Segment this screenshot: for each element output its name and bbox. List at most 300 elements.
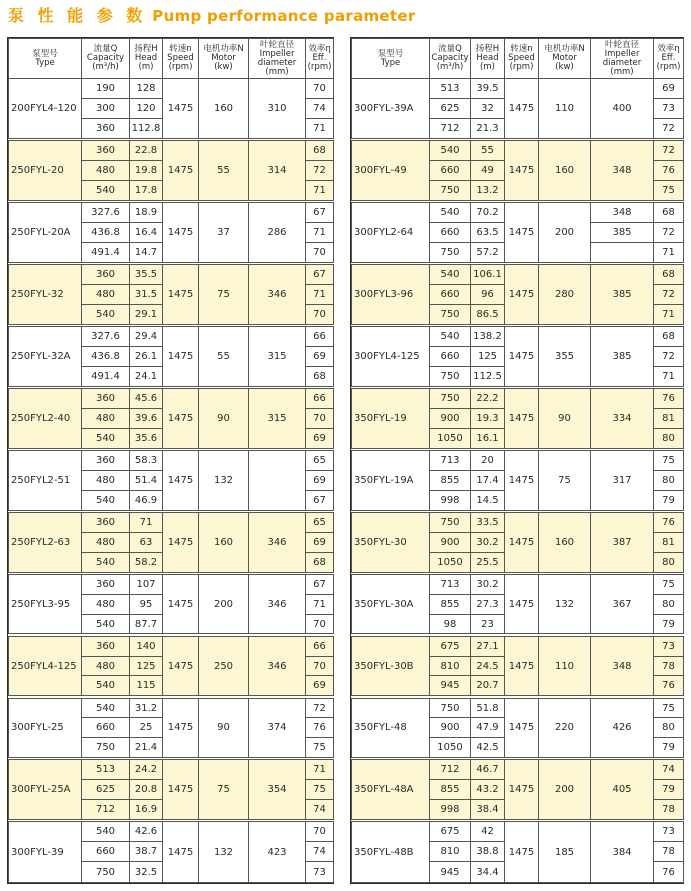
table-row xyxy=(9,140,334,160)
capacity-cell: 360 xyxy=(82,388,130,408)
header-head-line: 扬程H xyxy=(134,44,158,54)
efficiency-cell: 75 xyxy=(654,180,684,200)
header-motor-line: Motor xyxy=(211,53,236,63)
header-motor-line: (kw) xyxy=(214,62,233,72)
speed-cell: 1475 xyxy=(505,388,539,448)
efficiency-cell: 72 xyxy=(654,284,684,304)
capacity-cell: 660 xyxy=(430,284,471,304)
header-type xyxy=(352,39,430,79)
head-cell: 16.1 xyxy=(471,428,505,448)
efficiency-cell: 79 xyxy=(654,780,684,800)
efficiency-cell: 75 xyxy=(306,780,334,800)
efficiency-cell: 76 xyxy=(654,862,684,883)
table-row xyxy=(352,822,684,842)
efficiency-cell: 76 xyxy=(654,512,684,532)
speed-cell: 1475 xyxy=(163,760,199,820)
table-header-row xyxy=(9,39,334,79)
head-cell: 46.7 xyxy=(471,760,505,780)
motor-cell: 110 xyxy=(539,79,591,139)
pump-type-cell: 350FYL-30 xyxy=(352,512,430,572)
pump-type-cell: 300FYL-25 xyxy=(9,698,82,758)
head-cell: 24.1 xyxy=(130,366,163,386)
head-cell: 32.5 xyxy=(130,862,163,883)
head-cell: 17.8 xyxy=(130,180,163,200)
efficiency-cell: 69 xyxy=(306,676,334,696)
efficiency-cell: 66 xyxy=(306,326,334,346)
head-cell: 14.5 xyxy=(471,490,505,510)
head-cell: 106.1 xyxy=(471,264,505,284)
impeller-cell: 346 xyxy=(249,574,306,634)
capacity-cell: 810 xyxy=(430,656,471,676)
capacity-cell: 480 xyxy=(82,594,130,614)
capacity-cell: 327.6 xyxy=(82,202,130,222)
efficiency-cell: 68 xyxy=(654,202,684,222)
right-performance-panel xyxy=(350,37,684,884)
motor-cell: 132 xyxy=(539,574,591,634)
motor-cell: 250 xyxy=(199,636,249,696)
header-head xyxy=(130,39,163,79)
efficiency-cell: 68 xyxy=(654,264,684,284)
capacity-cell: 1050 xyxy=(430,552,471,572)
head-cell: 13.2 xyxy=(471,180,505,200)
capacity-cell: 660 xyxy=(82,718,130,738)
impeller-cell: 426 xyxy=(591,698,654,758)
head-cell: 55 xyxy=(471,140,505,160)
head-cell: 27.3 xyxy=(471,594,505,614)
head-cell: 21.3 xyxy=(471,118,505,138)
efficiency-cell: 74 xyxy=(654,760,684,780)
head-cell: 58.2 xyxy=(130,552,163,572)
header-speed-line: Speed xyxy=(508,53,535,63)
capacity-cell: 540 xyxy=(82,822,130,842)
header-efficiency xyxy=(306,39,334,79)
capacity-cell: 540 xyxy=(82,428,130,448)
efficiency-cell: 72 xyxy=(306,160,334,180)
table-row xyxy=(9,202,334,222)
head-cell: 112.5 xyxy=(471,366,505,386)
speed-cell: 1475 xyxy=(163,512,199,572)
capacity-cell: 712 xyxy=(430,760,471,780)
efficiency-cell: 71 xyxy=(306,180,334,200)
pump-type-cell: 250FYL-20 xyxy=(9,140,82,200)
efficiency-cell: 71 xyxy=(306,118,334,138)
capacity-cell: 540 xyxy=(82,304,130,324)
efficiency-cell: 70 xyxy=(306,79,334,99)
table-row xyxy=(352,388,684,408)
table-row xyxy=(352,636,684,656)
pump-type-cell: 250FYL-20A xyxy=(9,202,82,262)
capacity-cell: 540 xyxy=(82,676,130,696)
head-cell: 20.7 xyxy=(471,676,505,696)
capacity-cell: 540 xyxy=(82,552,130,572)
speed-cell: 1475 xyxy=(163,326,199,386)
head-cell: 42.6 xyxy=(130,822,163,842)
impeller-cell: 385 xyxy=(591,264,654,324)
header-head-line: Head xyxy=(476,53,499,63)
impeller-cell: 405 xyxy=(591,760,654,820)
motor-cell: 160 xyxy=(539,140,591,200)
head-cell: 16.4 xyxy=(130,222,163,242)
speed-cell: 1475 xyxy=(163,822,199,883)
head-cell: 24.2 xyxy=(130,760,163,780)
header-efficiency-line: 效率η xyxy=(657,44,680,54)
efficiency-cell: 70 xyxy=(306,656,334,676)
efficiency-cell: 72 xyxy=(654,346,684,366)
efficiency-cell: 71 xyxy=(306,222,334,242)
efficiency-cell: 79 xyxy=(654,738,684,758)
efficiency-cell: 71 xyxy=(654,304,684,324)
left-performance-table xyxy=(8,38,334,883)
head-cell: 39.5 xyxy=(471,79,505,99)
motor-cell: 75 xyxy=(199,264,249,324)
head-cell: 19.3 xyxy=(471,408,505,428)
capacity-cell: 513 xyxy=(82,760,130,780)
head-cell: 26.1 xyxy=(130,346,163,366)
capacity-cell: 998 xyxy=(430,800,471,820)
impeller-cell: 348 xyxy=(591,202,654,222)
motor-cell: 160 xyxy=(539,512,591,572)
table-row xyxy=(9,264,334,284)
capacity-cell: 300 xyxy=(82,98,130,118)
efficiency-cell: 75 xyxy=(654,574,684,594)
efficiency-cell: 75 xyxy=(306,738,334,758)
efficiency-cell: 76 xyxy=(654,676,684,696)
speed-cell: 1475 xyxy=(505,822,539,883)
head-cell: 30.2 xyxy=(471,574,505,594)
head-cell: 17.4 xyxy=(471,470,505,490)
efficiency-cell: 78 xyxy=(654,656,684,676)
capacity-cell: 513 xyxy=(430,79,471,99)
header-capacity xyxy=(82,39,130,79)
header-speed xyxy=(505,39,539,79)
table-row xyxy=(9,79,334,99)
head-cell: 30.2 xyxy=(471,532,505,552)
efficiency-cell: 75 xyxy=(654,450,684,470)
head-cell: 45.6 xyxy=(130,388,163,408)
head-cell: 57.2 xyxy=(471,242,505,262)
capacity-cell: 98 xyxy=(430,614,471,634)
capacity-cell: 660 xyxy=(430,160,471,180)
pump-type-cell: 350FYL-19 xyxy=(352,388,430,448)
efficiency-cell: 76 xyxy=(654,160,684,180)
capacity-cell: 945 xyxy=(430,676,471,696)
pump-type-cell: 200FYL4-120 xyxy=(9,79,82,139)
efficiency-cell: 70 xyxy=(306,408,334,428)
header-efficiency xyxy=(654,39,684,79)
efficiency-cell: 67 xyxy=(306,264,334,284)
capacity-cell: 712 xyxy=(82,800,130,820)
impeller-cell: 334 xyxy=(591,388,654,448)
efficiency-cell: 68 xyxy=(306,366,334,386)
efficiency-cell: 65 xyxy=(306,450,334,470)
head-cell: 16.9 xyxy=(130,800,163,820)
header-type-line: 泵型号 xyxy=(377,48,404,59)
pump-type-cell: 350FYL-48 xyxy=(352,698,430,758)
efficiency-cell: 74 xyxy=(306,98,334,118)
impeller-cell: 315 xyxy=(249,326,306,386)
efficiency-cell: 74 xyxy=(306,800,334,820)
table-row xyxy=(9,574,334,594)
pump-type-cell: 300FYL-25A xyxy=(9,760,82,820)
head-cell: 35.5 xyxy=(130,264,163,284)
capacity-cell: 540 xyxy=(82,490,130,510)
capacity-cell: 855 xyxy=(430,470,471,490)
head-cell: 31.2 xyxy=(130,698,163,718)
capacity-cell: 436.8 xyxy=(82,346,130,366)
motor-cell: 55 xyxy=(199,326,249,386)
table-row xyxy=(352,326,684,346)
efficiency-cell: 71 xyxy=(306,760,334,780)
efficiency-cell: 79 xyxy=(654,614,684,634)
impeller-cell: 310 xyxy=(249,79,306,139)
speed-cell: 1475 xyxy=(505,698,539,758)
efficiency-cell: 70 xyxy=(306,304,334,324)
pump-type-cell: 250FYL-32A xyxy=(9,326,82,386)
speed-cell: 1475 xyxy=(505,79,539,139)
speed-cell: 1475 xyxy=(163,574,199,634)
header-type xyxy=(9,39,82,79)
capacity-cell: 750 xyxy=(82,862,130,883)
capacity-cell: 491.4 xyxy=(82,242,130,262)
impeller-cell: 346 xyxy=(249,264,306,324)
head-cell: 39.6 xyxy=(130,408,163,428)
capacity-cell: 436.8 xyxy=(82,222,130,242)
efficiency-cell: 76 xyxy=(654,388,684,408)
header-impeller-line: Impeller xyxy=(604,48,640,59)
header-speed-line: 转速n xyxy=(510,44,533,54)
header-capacity-line: (m³/h) xyxy=(92,62,119,72)
table-row xyxy=(352,574,684,594)
head-cell: 25.5 xyxy=(471,552,505,572)
capacity-cell: 750 xyxy=(430,304,471,324)
motor-cell: 75 xyxy=(199,760,249,820)
head-cell: 125 xyxy=(130,656,163,676)
efficiency-cell: 78 xyxy=(654,800,684,820)
efficiency-cell: 69 xyxy=(306,532,334,552)
capacity-cell: 540 xyxy=(82,698,130,718)
table-row xyxy=(9,698,334,718)
head-cell: 115 xyxy=(130,676,163,696)
impeller-cell: 385 xyxy=(591,222,654,242)
head-cell: 27.1 xyxy=(471,636,505,656)
table-header-row xyxy=(352,39,684,79)
head-cell: 25 xyxy=(130,718,163,738)
header-head-line: (m) xyxy=(138,62,154,72)
capacity-cell: 540 xyxy=(82,180,130,200)
efficiency-cell: 71 xyxy=(306,284,334,304)
capacity-cell: 540 xyxy=(430,326,471,346)
table-row xyxy=(9,636,334,656)
head-cell: 138.2 xyxy=(471,326,505,346)
head-cell: 128 xyxy=(130,79,163,99)
capacity-cell: 327.6 xyxy=(82,326,130,346)
page-title xyxy=(8,4,416,28)
speed-cell: 1475 xyxy=(163,202,199,262)
capacity-cell: 360 xyxy=(82,140,130,160)
impeller-cell: 348 xyxy=(591,636,654,696)
head-cell: 22.8 xyxy=(130,140,163,160)
capacity-cell: 750 xyxy=(430,388,471,408)
pump-type-cell: 300FYL3-96 xyxy=(352,264,430,324)
capacity-cell: 713 xyxy=(430,450,471,470)
speed-cell: 1475 xyxy=(505,512,539,572)
head-cell: 21.4 xyxy=(130,738,163,758)
header-type-line: Type xyxy=(35,57,55,68)
impeller-cell: 286 xyxy=(249,202,306,262)
motor-cell: 55 xyxy=(199,140,249,200)
table-row xyxy=(352,202,684,222)
left-performance-panel xyxy=(7,37,334,884)
impeller-cell: 400 xyxy=(591,79,654,139)
header-impeller-line: (mm) xyxy=(610,66,634,77)
capacity-cell: 360 xyxy=(82,118,130,138)
capacity-cell: 900 xyxy=(430,718,471,738)
head-cell: 38.8 xyxy=(471,842,505,862)
efficiency-cell: 72 xyxy=(306,698,334,718)
motor-cell: 75 xyxy=(539,450,591,510)
head-cell: 20.8 xyxy=(130,780,163,800)
pump-type-cell: 300FYL2-64 xyxy=(352,202,430,262)
header-type-line: 泵型号 xyxy=(32,48,58,59)
efficiency-cell: 80 xyxy=(654,470,684,490)
efficiency-cell: 67 xyxy=(306,202,334,222)
header-motor xyxy=(199,39,249,79)
table-row xyxy=(9,512,334,532)
motor-cell: 185 xyxy=(539,822,591,883)
pump-type-cell: 350FYL-30B xyxy=(352,636,430,696)
impeller-cell: 384 xyxy=(591,822,654,883)
table-row xyxy=(9,450,334,470)
efficiency-cell: 81 xyxy=(654,532,684,552)
head-cell: 14.7 xyxy=(130,242,163,262)
capacity-cell: 480 xyxy=(82,408,130,428)
head-cell: 63 xyxy=(130,532,163,552)
table-row xyxy=(9,760,334,780)
speed-cell: 1475 xyxy=(163,698,199,758)
capacity-cell: 1050 xyxy=(430,428,471,448)
impeller-cell: 354 xyxy=(249,760,306,820)
header-speed-line: Speed xyxy=(167,53,194,63)
capacity-cell: 360 xyxy=(82,450,130,470)
speed-cell: 1475 xyxy=(505,326,539,386)
efficiency-cell: 73 xyxy=(306,862,334,883)
efficiency-cell: 71 xyxy=(654,366,684,386)
head-cell: 31.5 xyxy=(130,284,163,304)
header-speed-line: (rpm) xyxy=(168,62,193,72)
capacity-cell: 750 xyxy=(430,698,471,718)
motor-cell: 132 xyxy=(199,822,249,883)
pump-type-cell: 350FYL-30A xyxy=(352,574,430,634)
speed-cell: 1475 xyxy=(163,636,199,696)
head-cell: 87.7 xyxy=(130,614,163,634)
head-cell: 112.8 xyxy=(130,118,163,138)
pump-type-cell: 350FYL-19A xyxy=(352,450,430,510)
efficiency-cell: 66 xyxy=(306,388,334,408)
efficiency-cell: 76 xyxy=(306,718,334,738)
impeller-cell: 317 xyxy=(591,450,654,510)
capacity-cell: 855 xyxy=(430,780,471,800)
capacity-cell: 660 xyxy=(82,842,130,862)
header-impeller-line: (mm) xyxy=(265,66,289,77)
head-cell: 63.5 xyxy=(471,222,505,242)
efficiency-cell: 75 xyxy=(654,698,684,718)
motor-cell: 200 xyxy=(539,760,591,820)
head-cell: 47.9 xyxy=(471,718,505,738)
header-motor xyxy=(539,39,591,79)
impeller-cell: 315 xyxy=(249,388,306,448)
motor-cell: 280 xyxy=(539,264,591,324)
head-cell: 107 xyxy=(130,574,163,594)
impeller-cell: 346 xyxy=(249,512,306,572)
speed-cell: 1475 xyxy=(505,264,539,324)
pump-type-cell: 350FYL-48B xyxy=(352,822,430,883)
header-type-line: Type xyxy=(380,57,401,68)
head-cell: 38.4 xyxy=(471,800,505,820)
head-cell: 19.8 xyxy=(130,160,163,180)
capacity-cell: 540 xyxy=(82,614,130,634)
pump-type-cell: 300FYL-39A xyxy=(352,79,430,139)
impeller-cell: 348 xyxy=(591,140,654,200)
capacity-cell: 480 xyxy=(82,532,130,552)
capacity-cell: 480 xyxy=(82,284,130,304)
capacity-cell: 540 xyxy=(430,264,471,284)
head-cell: 38.7 xyxy=(130,842,163,862)
motor-cell: 90 xyxy=(199,698,249,758)
header-efficiency-line: Eff. xyxy=(661,53,676,63)
impeller-cell: 423 xyxy=(249,822,306,883)
capacity-cell: 625 xyxy=(82,780,130,800)
capacity-cell: 750 xyxy=(430,512,471,532)
table-row xyxy=(9,388,334,408)
header-capacity-line: (m³/h) xyxy=(436,62,464,72)
header-efficiency-line: (rpm) xyxy=(307,62,332,72)
header-impeller-line: diameter xyxy=(602,57,642,68)
header-capacity-line: 流量Q xyxy=(438,44,462,54)
header-capacity xyxy=(430,39,471,79)
capacity-cell: 750 xyxy=(82,738,130,758)
header-impeller-line: 叶轮直径 xyxy=(260,39,295,50)
header-speed-line: 转速n xyxy=(169,44,192,54)
head-cell: 95 xyxy=(130,594,163,614)
efficiency-cell: 66 xyxy=(306,636,334,656)
efficiency-cell: 78 xyxy=(654,842,684,862)
speed-cell: 1475 xyxy=(505,760,539,820)
head-cell: 140 xyxy=(130,636,163,656)
table-row xyxy=(352,512,684,532)
capacity-cell: 713 xyxy=(430,574,471,594)
impeller-cell xyxy=(591,242,654,262)
capacity-cell: 900 xyxy=(430,408,471,428)
table-row xyxy=(352,79,684,99)
speed-cell: 1475 xyxy=(163,264,199,324)
impeller-cell: 367 xyxy=(591,574,654,634)
header-efficiency-line: Eff. xyxy=(312,53,327,63)
efficiency-cell: 81 xyxy=(654,408,684,428)
capacity-cell: 540 xyxy=(430,202,471,222)
header-efficiency-line: (rpm) xyxy=(656,62,681,72)
motor-cell: 37 xyxy=(199,202,249,262)
impeller-cell: 385 xyxy=(591,326,654,386)
header-motor-line: (kw) xyxy=(555,62,574,72)
head-cell: 29.4 xyxy=(130,326,163,346)
efficiency-cell: 70 xyxy=(306,242,334,262)
efficiency-cell: 69 xyxy=(306,346,334,366)
head-cell: 22.2 xyxy=(471,388,505,408)
head-cell: 32 xyxy=(471,98,505,118)
capacity-cell: 491.4 xyxy=(82,366,130,386)
capacity-cell: 480 xyxy=(82,656,130,676)
head-cell: 23 xyxy=(471,614,505,634)
